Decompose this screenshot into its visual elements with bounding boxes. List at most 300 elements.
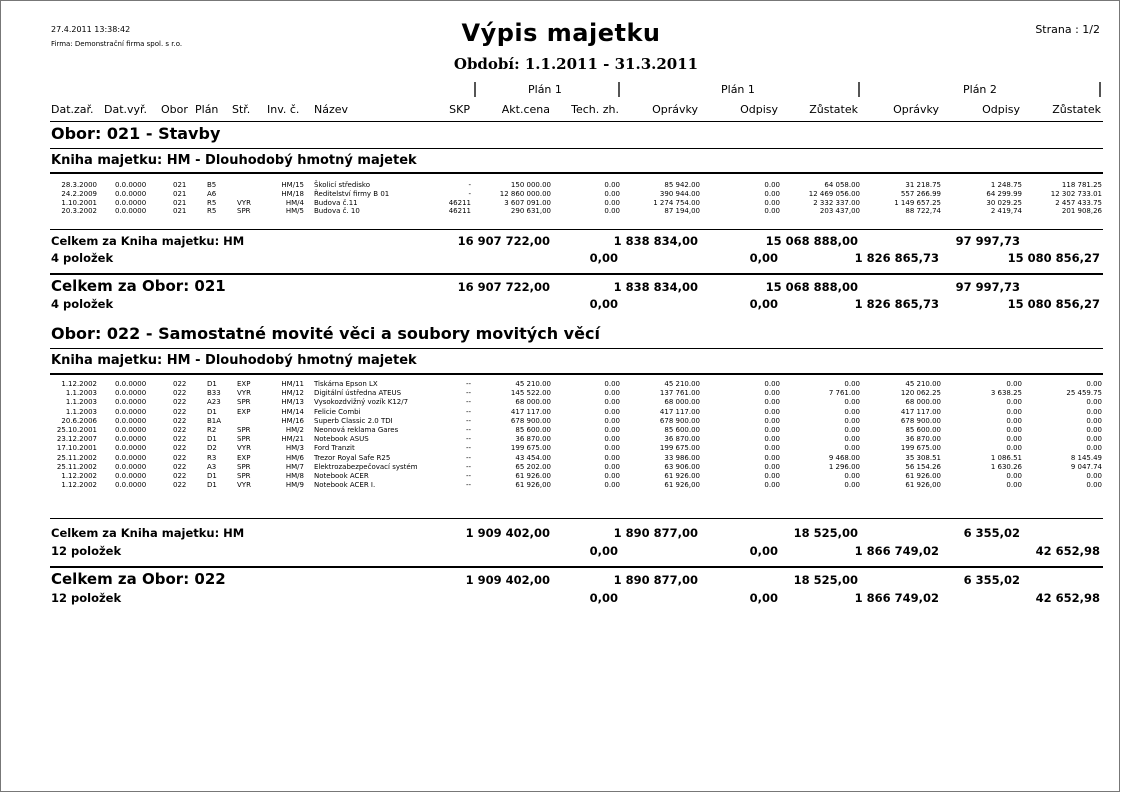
cell-zustatek2: 201 908,26	[1061, 207, 1102, 216]
column-header-opravky1: Oprávky	[652, 103, 698, 116]
cell-dat-vyr: 0.0.0000	[115, 472, 147, 480]
plan-divider	[618, 82, 620, 97]
cell-inv-c: HM/9	[285, 481, 304, 490]
cell-odpisy1: 0.00	[764, 389, 780, 398]
column-header-odpisy2: Odpisy	[982, 103, 1020, 116]
print-datetime: 27.4.2011 13:38:42	[51, 25, 131, 34]
cell-zustatek1: 7 761.00	[828, 389, 860, 398]
cell-plan: D1	[207, 407, 217, 416]
cell-inv-c: HM/13	[281, 398, 304, 407]
cell-odpisy1: 0.00	[764, 481, 780, 490]
cell-plan: A23	[207, 398, 221, 407]
table-row	[1, 426, 1120, 435]
cell-plan: R5	[207, 207, 217, 216]
cell-zustatek2: 0.00	[1086, 472, 1102, 480]
cell-skp: --	[465, 453, 471, 462]
cell-dat-vyr: 0.0.0000	[115, 389, 147, 398]
obor-total-tech-zh: 0,00	[589, 297, 618, 311]
cell-inv-c: HM/11	[281, 380, 304, 388]
report-period: Období: 1.1.2011 - 31.3.2011	[453, 55, 699, 73]
cell-akt-cena: 43 454.00	[515, 453, 551, 462]
cell-akt-cena: 145 522.00	[510, 389, 551, 398]
cell-nazev: Vysokozdvižný vozík K12/7	[314, 398, 409, 407]
cell-dat-zar: 1.12.2002	[61, 472, 97, 480]
cell-akt-cena: 150 000.00	[510, 181, 551, 189]
table-row	[1, 435, 1120, 444]
cell-inv-c: HM/6	[285, 453, 304, 462]
obor-total-akt-cena: 1 909 402,00	[465, 573, 550, 587]
cell-inv-c: HM/18	[281, 189, 304, 198]
cell-nazev: Budova č.11	[314, 198, 358, 207]
section-divider	[50, 348, 1103, 349]
kniha-total-tech-zh: 0,00	[589, 544, 618, 558]
cell-opravky2: 678 900.00	[900, 416, 941, 425]
cell-opravky1: 61 926.00	[664, 472, 700, 480]
cell-zustatek1: 0.00	[844, 380, 860, 388]
cell-str: SPR	[237, 398, 251, 407]
cell-odpisy1: 0.00	[764, 444, 780, 453]
cell-inv-c: HM/16	[281, 416, 304, 425]
firm-name: Firma: Demonstrační firma spol. s r.o.	[51, 40, 183, 48]
cell-tech-zh: 0.00	[604, 181, 620, 189]
cell-obor: 022	[173, 380, 187, 388]
cell-opravky1: 417 117.00	[659, 407, 700, 416]
cell-dat-vyr: 0.0.0000	[115, 481, 147, 490]
cell-nazev: Školicí středisko	[314, 181, 370, 189]
cell-zustatek2: 118 781.25	[1061, 181, 1102, 189]
section-divider	[50, 172, 1103, 174]
table-row	[1, 454, 1120, 463]
cell-odpisy2: 0.00	[1006, 380, 1022, 388]
cell-str: SPR	[237, 207, 251, 216]
column-header-tech-zh: Tech. zh.	[571, 103, 619, 116]
obor-total-odpisy1: 0,00	[749, 297, 778, 311]
cell-odpisy2: 1 248.75	[990, 181, 1022, 189]
cell-nazev: Notebook ACER	[314, 472, 369, 480]
plan-divider	[858, 82, 860, 97]
cell-inv-c: HM/14	[281, 407, 304, 416]
cell-akt-cena: 290 631,00	[510, 207, 551, 216]
kniha-total-odpisy1: 0,00	[749, 544, 778, 558]
cell-zustatek2: 25 459.75	[1066, 389, 1102, 398]
cell-odpisy1: 0.00	[764, 453, 780, 462]
cell-zustatek2: 0.00	[1086, 435, 1102, 444]
cell-str: VYR	[237, 389, 251, 398]
kniha-total-tech-zh: 0,00	[589, 251, 618, 265]
cell-opravky2: 88 722,74	[905, 207, 941, 216]
cell-opravky2: 1 149 657.25	[894, 198, 941, 207]
cell-inv-c: HM/2	[285, 426, 304, 434]
cell-str: VYR	[237, 198, 251, 207]
obor-total-opravky2: 1 826 865,73	[854, 297, 939, 311]
cell-zustatek1: 0.00	[844, 472, 860, 480]
obor-total-divider	[50, 273, 1103, 275]
cell-opravky1: 33 986.00	[664, 453, 700, 462]
cell-akt-cena: 61 926.00	[515, 472, 551, 480]
kniha-total-count: 12 položek	[51, 544, 122, 558]
column-header-dat-zar: Dat.zař.	[51, 103, 94, 116]
cell-skp: --	[465, 407, 471, 416]
cell-opravky2: 61 926.00	[905, 472, 941, 480]
cell-inv-c: HM/8	[285, 472, 304, 480]
cell-zustatek2: 0.00	[1086, 380, 1102, 388]
cell-nazev: Digitální ústředna ATEUS	[314, 389, 402, 398]
cell-obor: 022	[173, 407, 187, 416]
cell-zustatek2: 0.00	[1086, 444, 1102, 453]
column-header-zustatek1: Zůstatek	[809, 103, 858, 116]
cell-dat-zar: 20.3.2002	[61, 207, 97, 216]
cell-odpisy2: 0.00	[1006, 444, 1022, 453]
cell-plan: D1	[207, 481, 217, 490]
cell-zustatek2: 0.00	[1086, 407, 1102, 416]
cell-tech-zh: 0.00	[604, 462, 620, 471]
obor-total-opravky1: 1 890 877,00	[613, 573, 698, 587]
cell-skp: --	[465, 472, 471, 480]
cell-odpisy2: 0.00	[1006, 435, 1022, 444]
cell-obor: 022	[173, 426, 187, 434]
obor-total-odpisy2: 97 997,73	[955, 280, 1020, 294]
cell-zustatek1: 0.00	[844, 426, 860, 434]
cell-odpisy2: 0.00	[1006, 398, 1022, 407]
cell-opravky2: 35 308.51	[905, 453, 941, 462]
cell-zustatek1: 1 296.00	[828, 462, 860, 471]
column-header-zustatek2: Zůstatek	[1052, 103, 1101, 116]
cell-dat-zar: 1.1.2003	[65, 389, 97, 398]
table-row	[1, 207, 1120, 216]
table-row	[1, 398, 1120, 407]
column-header-skp: SKP	[449, 103, 470, 116]
obor-total-odpisy1: 0,00	[749, 591, 778, 605]
table-row	[1, 181, 1120, 190]
cell-skp: --	[465, 444, 471, 453]
cell-skp: --	[465, 435, 471, 444]
cell-odpisy2: 2 419,74	[990, 207, 1022, 216]
cell-str: SPR	[237, 426, 251, 434]
table-row	[1, 481, 1120, 490]
column-header-odpisy1: Odpisy	[740, 103, 778, 116]
page-number: Strana : 1/2	[1035, 23, 1100, 36]
cell-odpisy2: 0.00	[1006, 416, 1022, 425]
obor-total-zustatek2: 15 080 856,27	[1007, 297, 1100, 311]
cell-skp: --	[465, 380, 471, 388]
obor-total-zustatek2: 42 652,98	[1035, 591, 1100, 605]
cell-tech-zh: 0.00	[604, 416, 620, 425]
cell-inv-c: HM/21	[281, 435, 304, 444]
cell-plan: A3	[207, 462, 217, 471]
cell-zustatek2: 12 302 733.01	[1050, 189, 1102, 198]
cell-opravky1: 63 906.00	[664, 462, 700, 471]
cell-plan: B33	[207, 389, 221, 398]
cell-zustatek2: 2 457 433.75	[1055, 198, 1102, 207]
cell-obor: 022	[173, 389, 187, 398]
obor-heading: Obor: 021 - Stavby	[51, 124, 221, 143]
cell-inv-c: HM/7	[285, 462, 304, 471]
cell-obor: 022	[173, 453, 187, 462]
cell-zustatek1: 0.00	[844, 398, 860, 407]
cell-dat-zar: 20.6.2006	[61, 416, 97, 425]
cell-obor: 021	[173, 198, 187, 207]
cell-plan: B1A	[207, 416, 222, 425]
cell-tech-zh: 0.00	[604, 426, 620, 434]
kniha-total-opravky1: 1 890 877,00	[613, 526, 698, 540]
section-divider	[50, 373, 1103, 375]
obor-total-odpisy2: 6 355,02	[963, 573, 1020, 587]
cell-dat-vyr: 0.0.0000	[115, 181, 147, 189]
cell-akt-cena: 68 000.00	[515, 398, 551, 407]
plan-divider	[474, 82, 476, 97]
cell-opravky1: 137 761.00	[659, 389, 700, 398]
cell-skp: --	[465, 426, 471, 434]
cell-odpisy1: 0.00	[764, 198, 780, 207]
cell-dat-zar: 25.11.2002	[56, 453, 97, 462]
cell-skp: 46211	[448, 207, 471, 216]
cell-opravky1: 199 675.00	[659, 444, 700, 453]
cell-obor: 022	[173, 444, 187, 453]
cell-dat-vyr: 0.0.0000	[115, 198, 147, 207]
cell-dat-vyr: 0.0.0000	[115, 426, 147, 434]
cell-odpisy2: 1 086.51	[990, 453, 1022, 462]
cell-akt-cena: 3 607 091.00	[504, 198, 551, 207]
cell-plan: D1	[207, 380, 217, 388]
cell-opravky1: 68 000.00	[664, 398, 700, 407]
cell-odpisy1: 0.00	[764, 435, 780, 444]
kniha-total-odpisy1: 0,00	[749, 251, 778, 265]
cell-dat-zar: 1.12.2002	[61, 380, 97, 388]
cell-tech-zh: 0.00	[604, 453, 620, 462]
cell-zustatek2: 0.00	[1086, 426, 1102, 434]
cell-odpisy2: 1 630.26	[990, 462, 1022, 471]
cell-obor: 022	[173, 416, 187, 425]
rows-divider	[50, 518, 1103, 519]
cell-dat-vyr: 0.0.0000	[115, 398, 147, 407]
cell-akt-cena: 85 600.00	[515, 426, 551, 434]
cell-str: VYR	[237, 444, 251, 453]
kniha-total-akt-cena: 16 907 722,00	[457, 234, 550, 248]
kniha-total-opravky2: 1 826 865,73	[854, 251, 939, 265]
cell-odpisy1: 0.00	[764, 398, 780, 407]
cell-odpisy2: 0.00	[1006, 426, 1022, 434]
cell-str: VYR	[237, 481, 251, 490]
cell-str: EXP	[237, 453, 251, 462]
obor-total-count: 4 položek	[51, 297, 114, 311]
cell-str: EXP	[237, 407, 251, 416]
cell-odpisy2: 30 029.25	[986, 198, 1022, 207]
cell-skp: 46211	[448, 198, 471, 207]
cell-opravky2: 45 210.00	[905, 380, 941, 388]
kniha-total-akt-cena: 1 909 402,00	[465, 526, 550, 540]
cell-tech-zh: 0.00	[604, 481, 620, 490]
table-row	[1, 199, 1120, 208]
cell-odpisy1: 0.00	[764, 407, 780, 416]
cell-odpisy1: 0.00	[764, 416, 780, 425]
cell-odpisy2: 3 638.25	[990, 389, 1022, 398]
kniha-total-odpisy2: 97 997,73	[955, 234, 1020, 248]
obor-total-zustatek1: 15 068 888,00	[765, 280, 858, 294]
cell-akt-cena: 36 870.00	[515, 435, 551, 444]
cell-odpisy1: 0.00	[764, 207, 780, 216]
cell-odpisy1: 0.00	[764, 472, 780, 480]
cell-akt-cena: 417 117.00	[510, 407, 551, 416]
cell-tech-zh: 0.00	[604, 380, 620, 388]
table-row	[1, 190, 1120, 199]
cell-plan: D1	[207, 435, 217, 444]
cell-tech-zh: 0.00	[604, 435, 620, 444]
cell-opravky2: 120 062.25	[900, 389, 941, 398]
cell-odpisy2: 64 299.99	[986, 189, 1022, 198]
cell-obor: 021	[173, 189, 187, 198]
cell-opravky1: 45 210.00	[664, 380, 700, 388]
obor-total-opravky2: 1 866 749,02	[854, 591, 939, 605]
cell-dat-vyr: 0.0.0000	[115, 416, 147, 425]
cell-obor: 022	[173, 481, 187, 490]
cell-zustatek1: 0.00	[844, 435, 860, 444]
plan1-header: Plán 1	[721, 83, 755, 96]
cell-opravky2: 61 926,00	[905, 481, 941, 490]
cell-dat-vyr: 0.0.0000	[115, 462, 147, 471]
cell-inv-c: HM/3	[285, 444, 304, 453]
cell-dat-zar: 1.1.2003	[65, 407, 97, 416]
cell-obor: 022	[173, 462, 187, 471]
plan1-akt-header: Plán 1	[528, 83, 562, 96]
obor-total-zustatek1: 18 525,00	[793, 573, 858, 587]
cell-plan: R3	[207, 453, 217, 462]
obor-total-label: Celkem za Obor: 022	[51, 570, 226, 588]
cell-opravky2: 36 870.00	[905, 435, 941, 444]
cell-dat-vyr: 0.0.0000	[115, 189, 147, 198]
cell-zustatek1: 64 058.00	[824, 181, 860, 189]
kniha-total-count: 4 položek	[51, 251, 114, 265]
cell-opravky1: 678 900.00	[659, 416, 700, 425]
column-header-dat-vyr: Dat.vyř.	[104, 103, 148, 116]
cell-plan: B5	[207, 181, 217, 189]
kniha-total-odpisy2: 6 355,02	[963, 526, 1020, 540]
cell-str: SPR	[237, 472, 251, 480]
cell-zustatek1: 2 332 337.00	[813, 198, 860, 207]
obor-heading: Obor: 022 - Samostatné movité věci a soubory movitých věcí	[51, 324, 600, 343]
kniha-total-label: Celkem za Kniha majetku: HM	[51, 234, 245, 248]
cell-nazev: Notebook ACER I.	[314, 481, 376, 490]
cell-skp: --	[465, 389, 471, 398]
rows-divider	[50, 229, 1103, 230]
cell-dat-zar: 25.10.2001	[56, 426, 97, 434]
cell-dat-vyr: 0.0.0000	[115, 380, 147, 388]
kniha-total-zustatek2: 42 652,98	[1035, 544, 1100, 558]
cell-akt-cena: 199 675.00	[510, 444, 551, 453]
cell-odpisy1: 0.00	[764, 426, 780, 434]
cell-nazev: Notebook ASUS	[314, 435, 369, 444]
cell-opravky1: 85 600.00	[664, 426, 700, 434]
cell-skp: --	[465, 462, 471, 471]
cell-akt-cena: 678 900.00	[510, 416, 551, 425]
cell-plan: D1	[207, 472, 217, 480]
cell-opravky2: 68 000.00	[905, 398, 941, 407]
cell-skp: --	[465, 481, 471, 490]
cell-odpisy1: 0.00	[764, 181, 780, 189]
cell-nazev: Elektrozabezpečovací systém	[314, 462, 418, 471]
column-header-opravky2: Oprávky	[893, 103, 939, 116]
cell-odpisy2: 0.00	[1006, 481, 1022, 490]
cell-skp: --	[465, 416, 471, 425]
kniha-total-label: Celkem za Kniha majetku: HM	[51, 526, 245, 540]
cell-opravky1: 61 926,00	[664, 481, 700, 490]
kniha-total-zustatek1: 18 525,00	[793, 526, 858, 540]
kniha-heading: Kniha majetku: HM - Dlouhodobý hmotný majetek	[51, 353, 417, 368]
cell-obor: 021	[173, 181, 187, 189]
cell-opravky2: 417 117.00	[900, 407, 941, 416]
cell-opravky1: 1 274 754.00	[653, 198, 700, 207]
cell-inv-c: HM/4	[285, 198, 304, 207]
obor-total-label: Celkem za Obor: 021	[51, 277, 226, 295]
plan-divider	[1099, 82, 1101, 97]
cell-odpisy1: 0.00	[764, 380, 780, 388]
cell-odpisy1: 0.00	[764, 189, 780, 198]
cell-zustatek2: 0.00	[1086, 416, 1102, 425]
cell-tech-zh: 0.00	[604, 389, 620, 398]
column-header-plan: Plán	[195, 103, 219, 116]
cell-str: SPR	[237, 435, 251, 444]
column-header-inv-c: Inv. č.	[267, 103, 300, 116]
cell-nazev: Ford Tranzit	[314, 444, 355, 453]
obor-total-count: 12 položek	[51, 591, 122, 605]
cell-tech-zh: 0.00	[604, 198, 620, 207]
cell-zustatek2: 0.00	[1086, 481, 1102, 490]
cell-opravky1: 85 942.00	[664, 181, 700, 189]
cell-skp: -	[468, 189, 471, 198]
obor-total-akt-cena: 16 907 722,00	[457, 280, 550, 294]
cell-dat-zar: 1.10.2001	[61, 198, 97, 207]
cell-odpisy2: 0.00	[1006, 407, 1022, 416]
table-row	[1, 389, 1120, 398]
cell-dat-vyr: 0.0.0000	[115, 444, 147, 453]
cell-tech-zh: 0.00	[604, 398, 620, 407]
cell-obor: 022	[173, 435, 187, 444]
cell-tech-zh: 0.00	[604, 444, 620, 453]
column-header-obor: Obor	[161, 103, 188, 116]
obor-total-opravky1: 1 838 834,00	[613, 280, 698, 294]
cell-nazev: Tiskárna Epson LX	[314, 380, 378, 388]
cell-opravky2: 31 218.75	[905, 181, 941, 189]
cell-dat-vyr: 0.0.0000	[115, 453, 147, 462]
cell-akt-cena: 61 926,00	[515, 481, 551, 490]
cell-zustatek2: 0.00	[1086, 398, 1102, 407]
cell-zustatek1: 12 469 056.00	[808, 189, 860, 198]
cell-zustatek2: 9 047.74	[1070, 462, 1102, 471]
cell-opravky2: 85 600.00	[905, 426, 941, 434]
table-row	[1, 463, 1120, 472]
obor-total-divider	[50, 566, 1103, 568]
cell-str: SPR	[237, 462, 251, 471]
table-row	[1, 472, 1120, 481]
cell-akt-cena: 65 202.00	[515, 462, 551, 471]
column-header-nazev: Název	[314, 103, 349, 116]
cell-tech-zh: 0.00	[604, 189, 620, 198]
cell-plan: A6	[207, 189, 217, 198]
cell-zustatek1: 0.00	[844, 481, 860, 490]
cell-obor: 022	[173, 398, 187, 407]
cell-dat-zar: 1.12.2002	[61, 481, 97, 490]
table-row	[1, 417, 1120, 426]
cell-zustatek1: 0.00	[844, 416, 860, 425]
cell-dat-vyr: 0.0.0000	[115, 407, 147, 416]
cell-tech-zh: 0.00	[604, 207, 620, 216]
obor-total-tech-zh: 0,00	[589, 591, 618, 605]
cell-str: EXP	[237, 380, 251, 388]
cell-zustatek1: 0.00	[844, 444, 860, 453]
column-header-str: Stř.	[232, 103, 251, 116]
table-row	[1, 408, 1120, 417]
cell-opravky2: 56 154.26	[905, 462, 941, 471]
cell-zustatek1: 0.00	[844, 407, 860, 416]
